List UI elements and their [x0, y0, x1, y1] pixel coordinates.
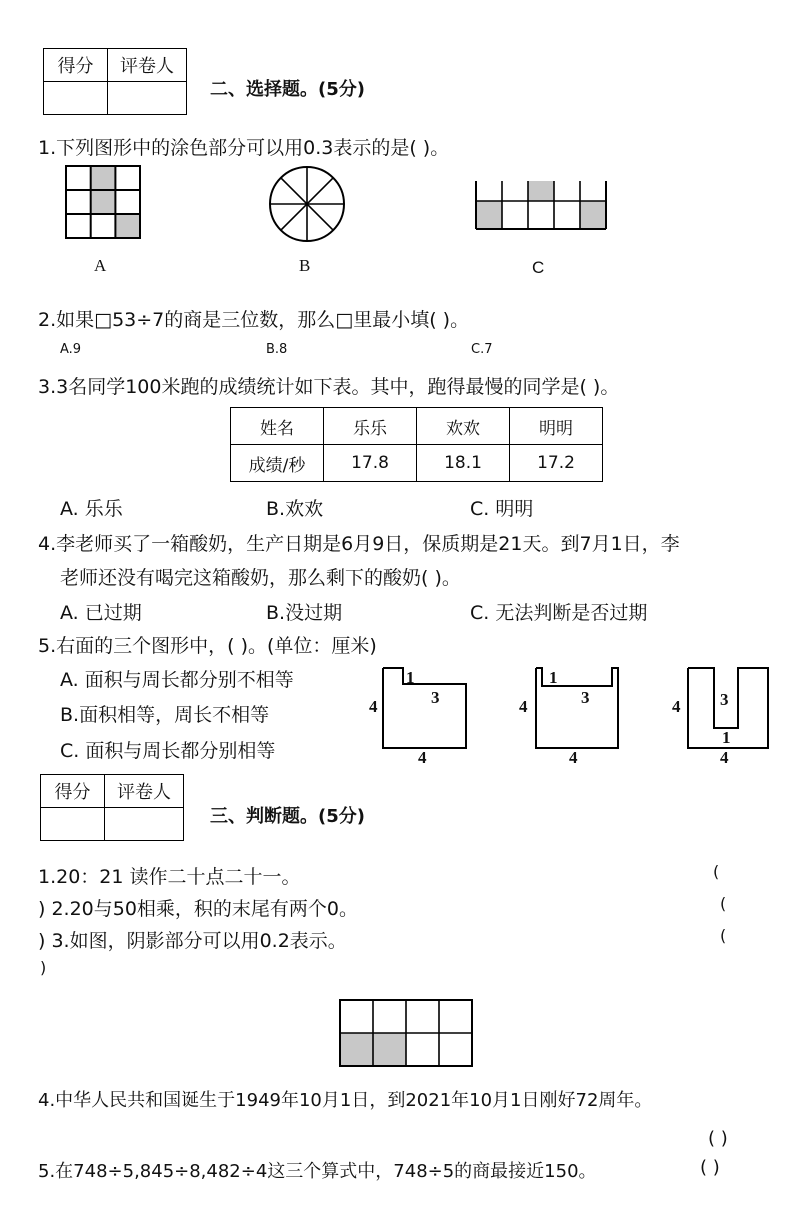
section3-title: 三、判断题。(5分) — [210, 806, 365, 827]
table-cell: 乐乐 — [324, 408, 417, 445]
table-cell: 17.2 — [510, 445, 603, 482]
fig1-left-number: 4 — [369, 697, 378, 716]
score-input-cell[interactable] — [44, 82, 108, 115]
score-table-section2 — [43, 48, 187, 115]
q1-label-b: B — [299, 256, 311, 275]
q4-option-b: B.没过期 — [266, 602, 343, 624]
score-header-cell: 得分 — [41, 775, 105, 808]
table-cell: 17.8 — [324, 445, 417, 482]
score-table-section3 — [40, 774, 184, 841]
q4-text-line1: 4.李老师买了一箱酸奶，生产日期是6月9日，保质期是21天。到7月1日，李 — [38, 533, 680, 555]
j3-text: ) 3.如图，阴影部分可以用0.2表示。 — [38, 930, 347, 952]
fig3-gap-number: 1 — [722, 728, 731, 747]
fig1-top-number: 3 — [431, 688, 440, 707]
fig1-bottom-number: 4 — [418, 748, 427, 767]
j2-paren-open[interactable]: ( — [720, 894, 727, 913]
grader-input-cell[interactable] — [108, 82, 187, 115]
q5-figure-1 — [383, 668, 473, 750]
q5-option-a: A. 面积与周长都分别不相等 — [60, 669, 294, 691]
j4-answer-paren[interactable]: ( ) — [708, 1128, 728, 1149]
fig2-left-number: 4 — [519, 697, 528, 716]
j5-text: 5.在748÷5,845÷8,482÷4这三个算式中，748÷5的商最接近150。 — [38, 1161, 597, 1182]
table-row — [231, 408, 603, 445]
table-cell: 明明 — [510, 408, 603, 445]
grader-input-cell[interactable] — [105, 808, 184, 841]
section2-title: 二、选择题。(5分) — [210, 79, 365, 100]
q4-text-line2: 老师还没有喝完这箱酸奶，那么剩下的酸奶( )。 — [60, 567, 461, 589]
q1-figure-c-strip — [476, 181, 606, 229]
q2-option-a: A.9 — [60, 342, 82, 357]
j1-text: 1.20：21 读作二十点二十一。 — [38, 866, 301, 888]
q1-label-a: A — [94, 256, 107, 275]
fig2-bottom-number: 4 — [569, 748, 578, 767]
q5-option-b: B.面积相等，周长不相等 — [60, 704, 270, 726]
score-input-cell[interactable] — [41, 808, 105, 841]
table-row — [231, 445, 603, 482]
fig3-side-number: 3 — [720, 690, 729, 709]
table-cell: 18.1 — [417, 445, 510, 482]
q3-option-c: C. 明明 — [470, 498, 534, 520]
grader-header-cell: 评卷人 — [105, 775, 184, 808]
j2-text: ) 2.20与50相乘，积的末尾有两个0。 — [38, 898, 359, 920]
q5-option-c: C. 面积与周长都分别相等 — [60, 740, 276, 762]
q4-option-c: C. 无法判断是否过期 — [470, 602, 648, 624]
table-cell: 欢欢 — [417, 408, 510, 445]
q1-label-c: C — [532, 258, 545, 277]
shaded-cell — [91, 190, 116, 214]
shaded-cell — [115, 214, 140, 238]
fig2-notch-number: 1 — [549, 668, 558, 687]
q3-option-b: B.欢欢 — [266, 498, 324, 520]
q1-text: 1.下列图形中的涂色部分可以用0.3表示的是( )。 — [38, 137, 450, 159]
q3-score-table — [230, 407, 603, 482]
j3-paren-close[interactable]: ) — [40, 958, 47, 977]
q3-option-a: A. 乐乐 — [60, 498, 123, 520]
q4-option-a: A. 已过期 — [60, 602, 142, 624]
grader-header-cell: 评卷人 — [108, 49, 187, 82]
q2-option-b: B.8 — [266, 342, 288, 357]
fig1-notch-number: 1 — [406, 668, 415, 687]
q1-figure-b-circle — [269, 166, 345, 242]
score-header-cell: 得分 — [44, 49, 108, 82]
fig3-bottom-number: 4 — [720, 748, 729, 767]
q5-text: 5.右面的三个图形中，( )。(单位：厘米) — [38, 635, 377, 657]
fig3-left-number: 4 — [672, 697, 681, 716]
j5-answer-paren[interactable]: ( ) — [700, 1157, 720, 1178]
j1-paren-open[interactable]: ( — [713, 862, 720, 881]
table-cell: 姓名 — [231, 408, 324, 445]
j3-figure-grid — [340, 1000, 472, 1066]
shaded-cell — [91, 166, 116, 190]
j3-paren-open[interactable]: ( — [720, 926, 727, 945]
q1-figure-a-grid — [66, 166, 140, 238]
q3-text: 3.3名同学100米跑的成绩统计如下表。其中，跑得最慢的同学是( )。 — [38, 376, 620, 398]
fig2-top-number: 3 — [581, 688, 590, 707]
q2-text: 2.如果□53÷7的商是三位数，那么□里最小填( )。 — [38, 309, 470, 331]
q2-option-c: C.7 — [471, 342, 493, 357]
table-cell: 成绩/秒 — [231, 445, 324, 482]
j4-text: 4.中华人民共和国诞生于1949年10月1日，到2021年10月1日刚好72周年。 — [38, 1090, 653, 1111]
